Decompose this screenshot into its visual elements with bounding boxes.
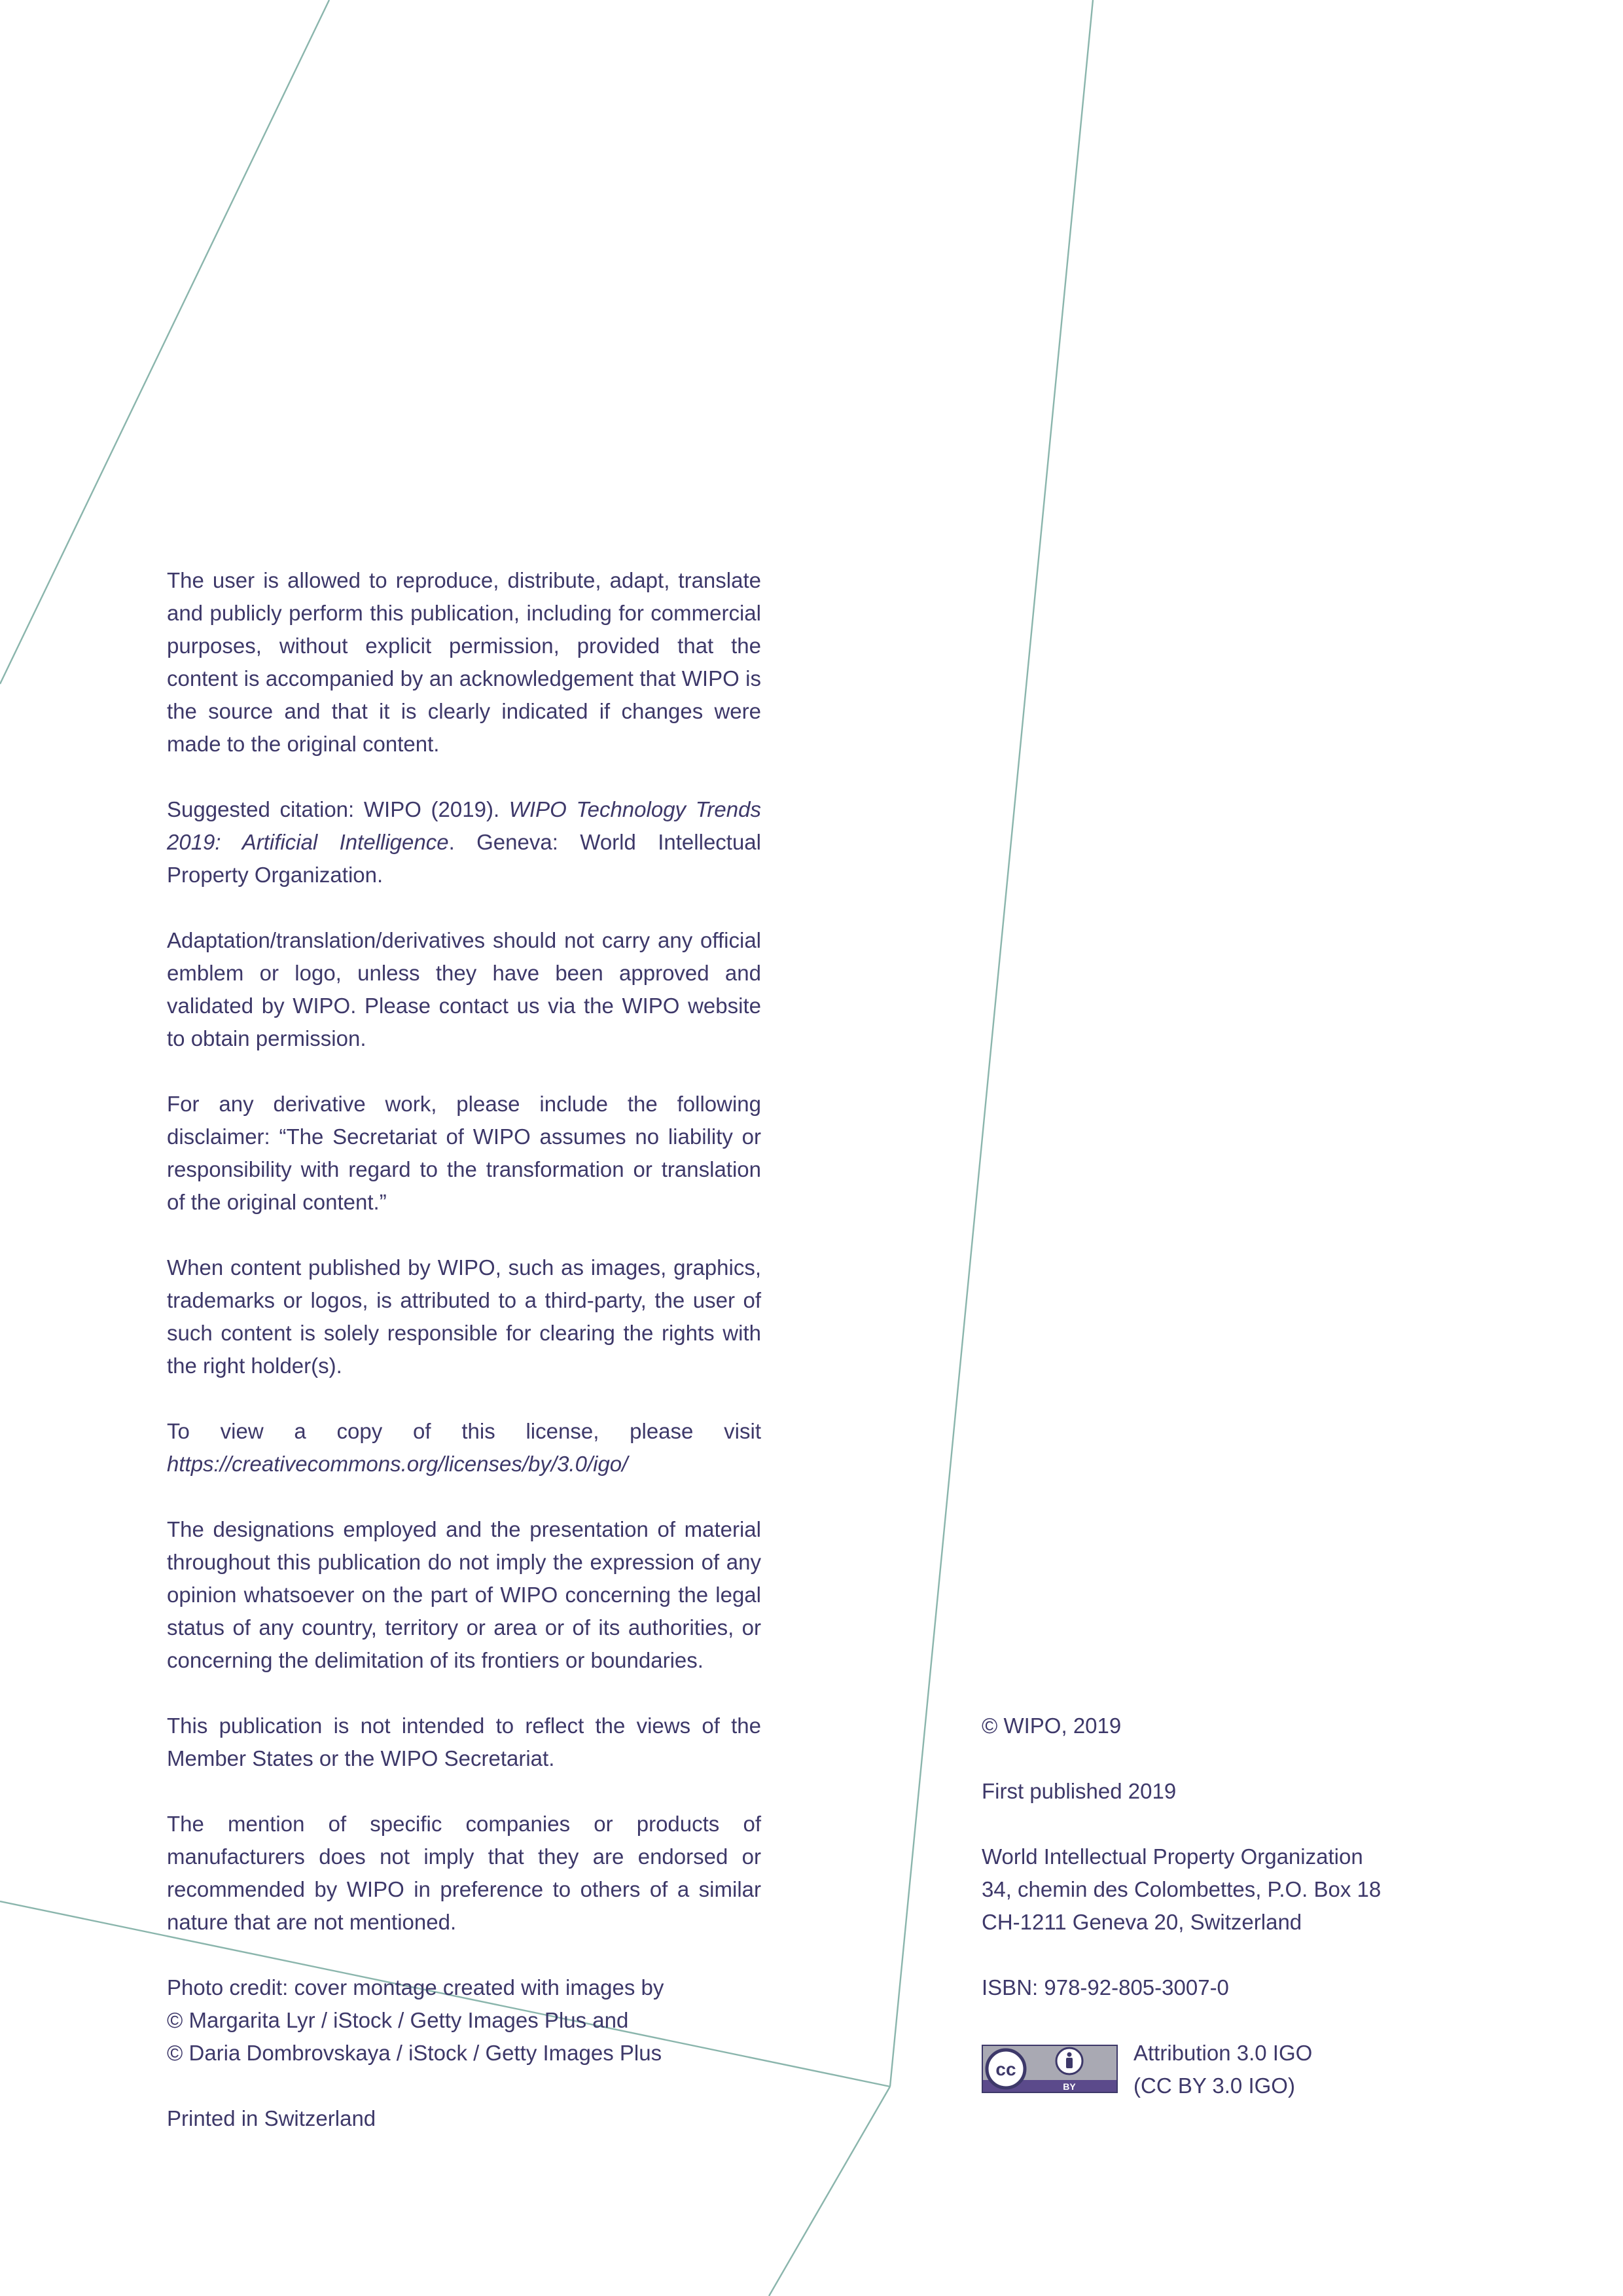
photo-credit-line-2: © Margarita Lyr / iStock / Getty Images Plus and	[167, 2008, 629, 2032]
photo-credit-line-3: © Daria Dombrovskaya / iStock / Getty Images Plus	[167, 2041, 662, 2065]
derivative-disclaimer-paragraph: For any derivative work, please include the following disclaimer: “The Secretariat of WIPO assumes no liability or responsibility with regard to the transformation or translation of the original content.”	[167, 1092, 761, 1214]
printed-in-paragraph: Printed in Switzerland	[167, 2106, 376, 2130]
citation-title: WIPO Technology Trends 2019: Artificial Intelligence	[167, 797, 761, 854]
decor-line-bottom-tail	[769, 2087, 890, 2296]
cc-badge-cc-text: cc	[995, 2059, 1016, 2079]
license-url-link[interactable]: https://creativecommons.org/licenses/by/3.0/igo/	[167, 1452, 628, 1476]
companies-mention-paragraph: The mention of specific companies or products of manufacturers does not imply that they are endorsed or recommended by WIPO in preference to others of a similar nature that are not mentioned.	[167, 1812, 761, 1934]
citation-prefix: Suggested citation: WIPO (2019).	[167, 797, 509, 821]
license-block	[982, 2037, 1453, 2102]
copyright-notice: © WIPO, 2019	[982, 1713, 1122, 1738]
photo-credit-line-1: Photo credit: cover montage created with images by	[167, 1975, 664, 2000]
publisher-name: World Intellectual Property Organization	[982, 1844, 1363, 1869]
license-name	[1133, 2037, 1312, 2102]
isbn: ISBN: 978-92-805-3007-0	[982, 1975, 1229, 2000]
cc-badge-by-text: BY	[1063, 2081, 1076, 2092]
derivatives-emblem-paragraph: Adaptation/translation/derivatives should not carry any official emblem or logo, unless they have been approved and validated by WIPO. Please contact us via the WIPO website to obtain permission.	[167, 928, 761, 1050]
creative-commons-by-icon	[982, 2045, 1118, 2093]
photo-credit-paragraph	[167, 1971, 761, 2070]
address-line-2: CH-1211 Geneva 20, Switzerland	[982, 1910, 1302, 1934]
first-published: First published 2019	[982, 1779, 1177, 1803]
suggested-citation-paragraph	[167, 793, 761, 891]
publisher-address	[982, 1840, 1453, 1939]
designations-paragraph: The designations employed and the presentation of material throughout this publication do not imply the expression of any opinion whatsoever on the part of WIPO concerning the legal status of any country, territory or area or of its authorities, or concerning the delimitation of its frontiers or boundaries.	[167, 1517, 761, 1672]
license-link-paragraph	[167, 1415, 761, 1480]
license-name-line-2: (CC BY 3.0 IGO)	[1133, 2073, 1295, 2098]
address-line-1: 34, chemin des Colombettes, P.O. Box 18	[982, 1877, 1382, 1901]
publication-info-column	[982, 1710, 1453, 2102]
reuse-permission-paragraph: The user is allowed to reproduce, distribute, adapt, translate and publicly perform this publication, including for commercial purposes, without explicit permission, provided that the content is accompanied by an acknowledgement that WIPO is the source and that it is clearly indicated if changes were made to the original content.	[167, 568, 761, 756]
license-prefix: To view a copy of this license, please visit	[167, 1419, 761, 1443]
legal-notice-column	[167, 564, 761, 2135]
license-name-line-1: Attribution 3.0 IGO	[1133, 2041, 1313, 2065]
citation-suffix: . Geneva: World Intellectual Property Organization.	[167, 830, 761, 887]
views-disclaimer-paragraph: This publication is not intended to reflect the views of the Member States or the WIPO Secretariat.	[167, 1713, 761, 1770]
third-party-content-paragraph: When content published by WIPO, such as images, graphics, trademarks or logos, is attributed to a third-party, the user of such content is solely responsible for clearing the rights with the right holder(s).	[167, 1255, 761, 1378]
